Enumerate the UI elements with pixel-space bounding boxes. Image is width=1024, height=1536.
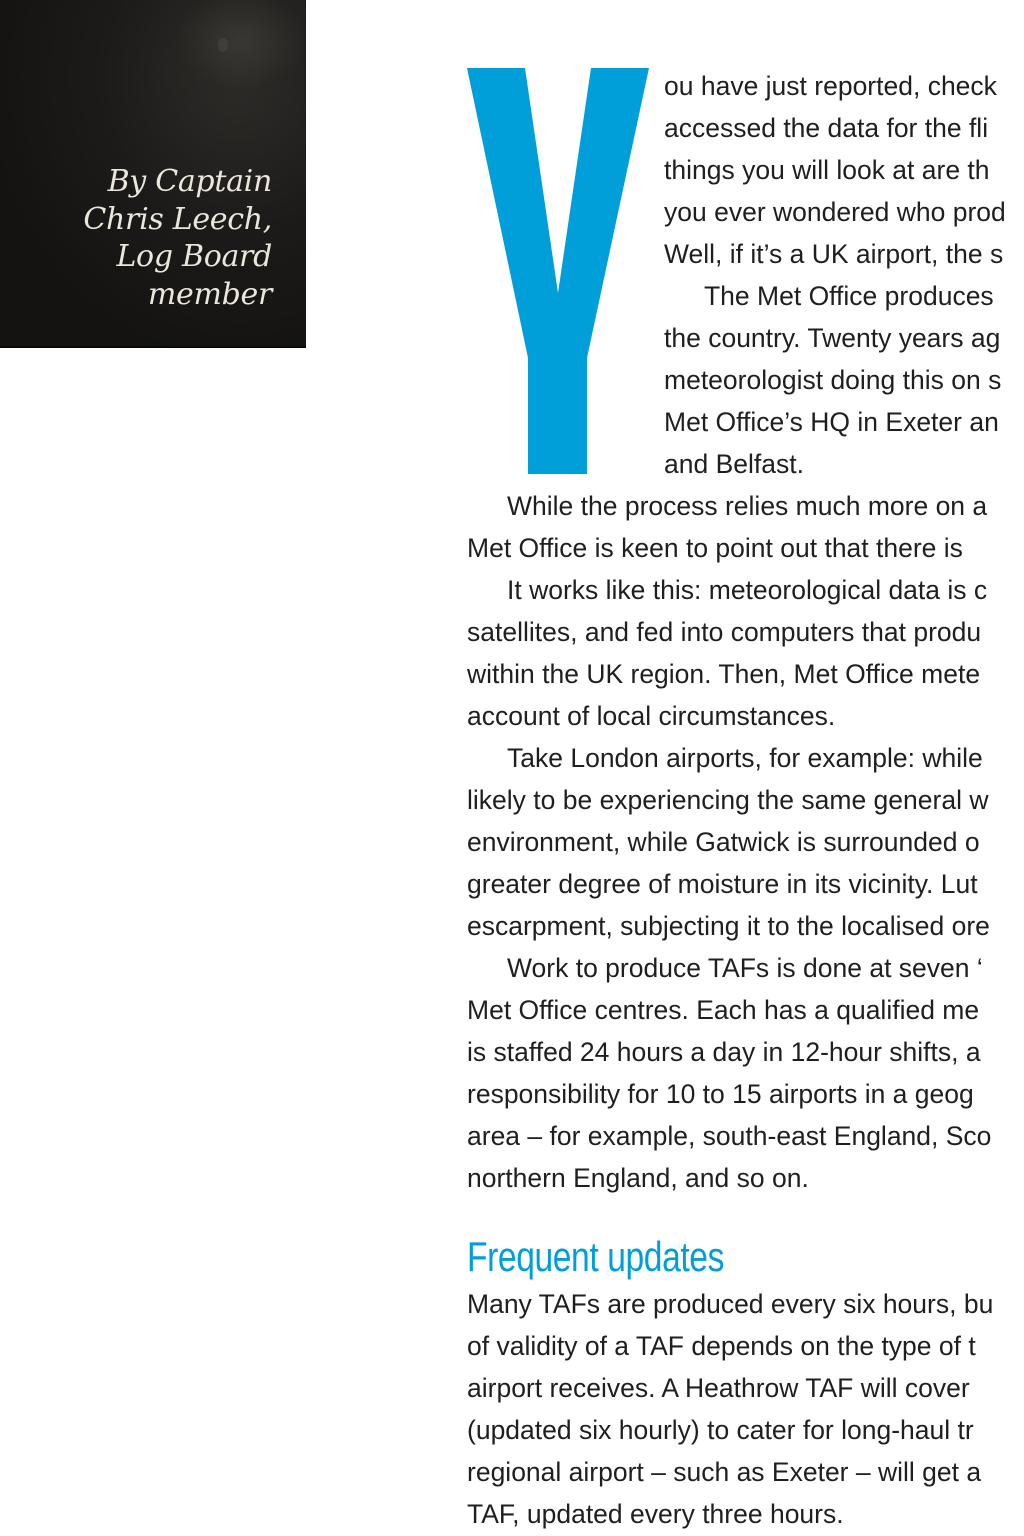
byline [12,163,272,313]
body-line: environment, while Gatwick is surrounded o [467,827,980,857]
body-line: is staffed 24 hours a day in 12-hour shifts, a [467,1037,981,1067]
byline-line: Chris Leech, [83,201,272,237]
body-line: greater degree of moisture in its vicinity. Lut [467,869,978,899]
byline-line: Log Board [116,239,272,274]
body-line: account of local circumstances. [467,701,836,731]
body-line: within the UK region. Then, Met Office mete [467,659,981,689]
body-line: area – for example, south-east England, Sco [467,1121,992,1151]
intro-line: and Belfast. [664,449,804,479]
intro-line: the country. Twenty years ag [664,323,1001,353]
intro-line: you ever wondered who prod [664,197,1006,227]
body-line: Work to produce TAFs is done at seven ‘ [507,953,983,983]
author-photo-shadow [150,0,306,110]
intro-line: Well, if it’s a UK airport, the s [664,239,1004,269]
body-line: likely to be experiencing the same general w [467,785,989,815]
section2-line: Many TAFs are produced every six hours, bu [467,1289,994,1319]
body-line: escarpment, subjecting it to the localised ore [467,911,990,941]
intro-line: meteorologist doing this on s [664,365,1002,395]
section-heading: Frequent updates [467,1233,724,1280]
intro-line: The Met Office produces [704,281,994,311]
body-line: satellites, and fed into computers that produ [467,617,982,647]
section2-line: (updated six hourly) to cater for long-haul tr [467,1415,974,1445]
byline-line: By Captain [107,164,272,199]
body-line: Met Office centres. Each has a qualified me [467,995,980,1025]
section2-line: TAF, updated every three hours. [467,1499,844,1529]
author-photo-detail [218,38,228,52]
body-line: Take London airports, for example: while [507,743,983,773]
section2-line: airport receives. A Heathrow TAF will cover [467,1373,970,1403]
body-line: It works like this: meteorological data is c [507,575,988,605]
dropcap [467,68,649,474]
section2-line: of validity of a TAF depends on the type of t [467,1331,976,1361]
body-line: While the process relies much more on a [507,491,988,521]
body-line: Met Office is keen to point out that there is [467,533,963,563]
byline-panel [0,0,306,348]
byline-line: member [147,276,272,312]
intro-line: Met Office’s HQ in Exeter an [664,407,999,437]
intro-line: accessed the data for the fli [664,113,989,143]
intro-line: ou have just reported, check [664,71,997,101]
body-line: northern England, and so on. [467,1163,809,1193]
section2-line: regional airport – such as Exeter – will get a [467,1457,982,1487]
intro-line: things you will look at are th [664,155,990,185]
body-line: responsibility for 10 to 15 airports in a geog [467,1079,974,1109]
